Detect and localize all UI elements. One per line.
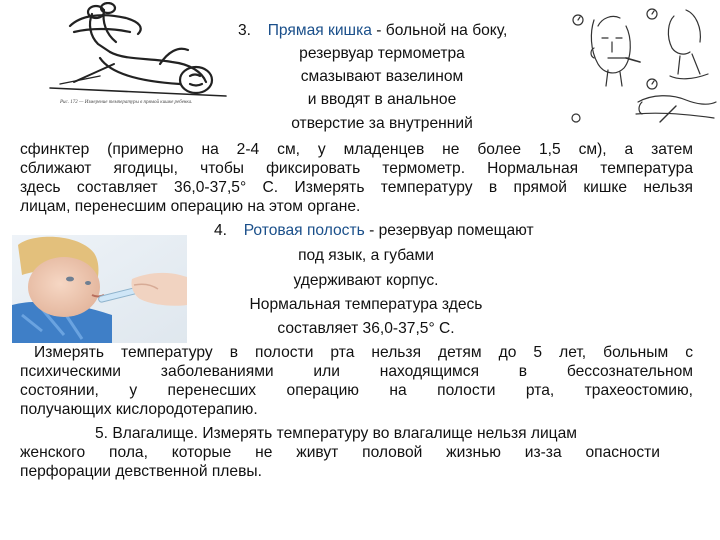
item3-number: 3.	[238, 22, 252, 39]
item4-paragraph-line-3: состоянии, у перенесших операцию на полости рта, трахеостомию,	[20, 382, 693, 399]
infant-drawing	[30, 2, 230, 102]
item4-heading-rest: - резервуар помещают	[364, 222, 534, 239]
item3-heading-rest: - больной на боку,	[371, 22, 508, 39]
item3-line-3: и вводят в анальное	[307, 91, 457, 108]
item4-paragraph-line-1: Измерять температуру в полости рта нельзя детям до 5 лет, больным с	[34, 344, 693, 361]
item4-paragraph-line-2: психическими заболеваниями или находящимся в бессознательном	[20, 363, 693, 380]
item3-heading	[238, 21, 507, 40]
item5-line-1: 5. Влагалище. Измерять температуру во влагалище нельзя лицам	[95, 425, 578, 442]
item4-paragraph-line-4: получающих кислородотерапию.	[20, 401, 258, 418]
item3-line-2: смазывают вазелином	[300, 68, 464, 85]
item4-line-1: под язык, а губами	[298, 247, 434, 264]
item3-paragraph-line-3: здесь составляет 36,0-37,5° С. Измерять температуру в прямой кишке нельзя	[20, 179, 693, 196]
infant-figure	[30, 2, 230, 110]
item5-line-3: перфорации девственной плевы.	[20, 463, 262, 480]
item3-paragraph-line-2: сближают ягодицы, чтобы фиксировать термометр. Нормальная температура	[20, 160, 693, 177]
oral-drawing	[568, 2, 718, 134]
item4-number: 4.	[214, 222, 228, 239]
child-photo	[12, 235, 187, 343]
item4-line-2: удерживают корпус.	[293, 272, 439, 289]
item3-paragraph-line-1: сфинктер (примерно на 2-4 см, у младенцев не более 1,5 см), а затем	[20, 141, 693, 158]
infant-figure-caption: Рис. 172 — Измерение температуры в прямой кишке ребенка.	[60, 100, 193, 105]
item3-line-1: резервуар термометра	[299, 45, 465, 62]
child-photo-image	[12, 235, 187, 343]
oral-figure	[568, 2, 718, 134]
item4-line-3: Нормальная температура здесь	[249, 296, 483, 313]
item3-paragraph-line-4: лицам, перенесшим операцию на этом органе.	[20, 198, 361, 215]
item3-term: Прямая кишка	[267, 22, 372, 39]
item5-line-2: женского пола, которые не живут половой жизнью из-за опасности	[20, 444, 660, 461]
item4-term: Ротовая полость	[243, 222, 365, 239]
item3-line-4: отверстие за внутренний	[291, 115, 473, 132]
item4-heading	[214, 221, 534, 240]
item4-line-4: составляет 36,0-37,5° С.	[277, 320, 455, 337]
